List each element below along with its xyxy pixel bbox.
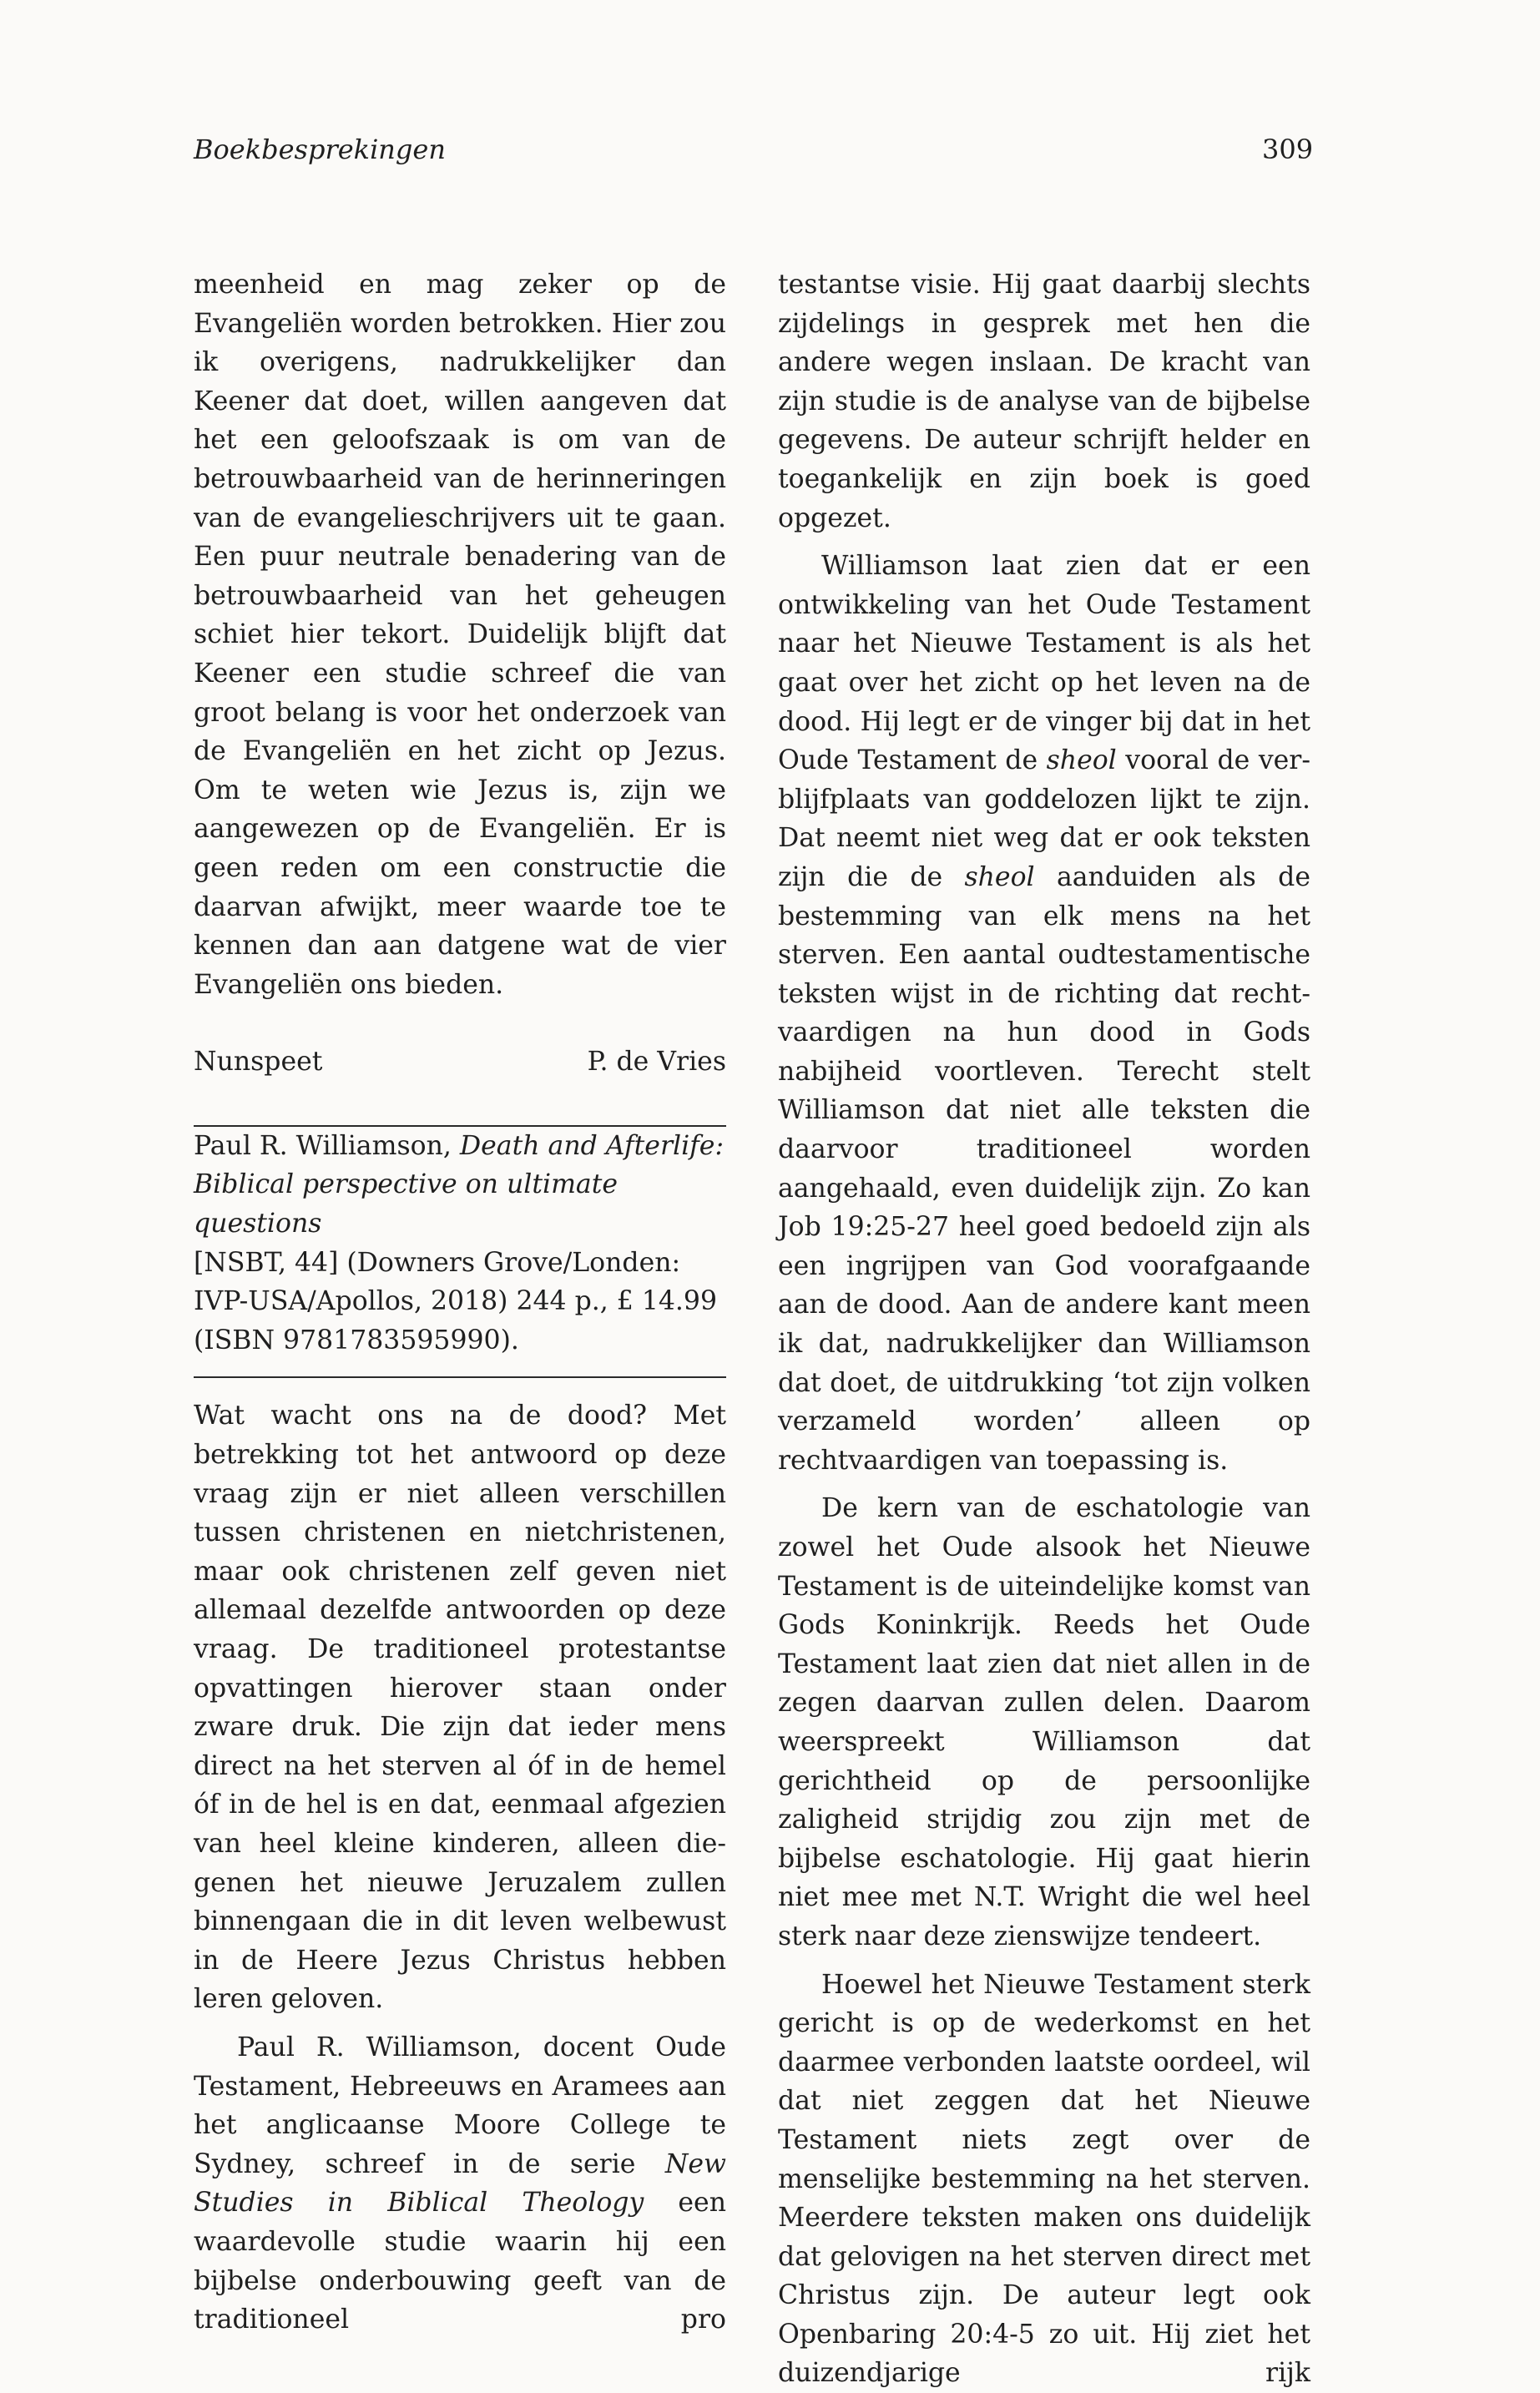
biblio-title-1: Death and Afterlife: [459, 1130, 725, 1161]
previous-review-paragraph: meenheid en mag zeker op de Evangeliën worden betrokken. Hier zou ik overigens, nadrukkelijker dan Keener dat doet, willen aangeven dat het een geloofszaak is om van de betrouwbaarheid van de herinneringen van de evangelieschrijvers uit te gaan. Een puur neutrale benadering van de betrouwbaarheid van het geheugen schiet hier tekort. Duidelijk blijft dat Keener een studie schreef die van groot belang is voor het onderzoek van de Evangeliën en het zicht op Jezus. Om te weten wie Jezus is, zijn we aangewezen op de Evangeliën. Er is geen reden om een constructie die daarvan afwijkt, meer waarde toe te kennen dan aan datgene wat de vier Evangeliën ons bieden. [194, 270, 726, 1000]
review-paragraph-5: De kern van de eschatologie van zowel het Oude alsook het Nieuwe Testament is de uiteindelijke komst van Gods Koninkrijk. Reeds het Oude Testament laat zien dat niet allen in de zegen daarvan zullen delen. Daarom weerspreekt Williamson dat gerichtheid op de persoonlijke zaligheid strijdig zou zijn met de bijbelse eschatologie. Hij gaat hierin niet mee met N.T. Wright die wel heel sterk naar deze zienswijze tendeert. [778, 1493, 1310, 1951]
page-number: 309 [1262, 134, 1314, 165]
review-paragraph-6: Hoewel het Nieuwe Testament sterk gericht is op de wederkomst en het daarmee verbonden laatste oordeel, wil dat niet zeggen dat het Nieuwe Testament niets zegt over de menselijke bestemming na het sterven. Meerdere teksten maken ons duidelijk dat gelovigen na het sterven direct met Christus zijn. De auteur legt ook Openbaring 20:4-5 zo uit. Hij ziet het duizendjarige rijk [778, 1969, 1310, 2389]
signoff-place: Nunspeet [194, 1047, 323, 1078]
review-paragraph-3: testantse visie. Hij gaat daarbij slechts zijdelings in gesprek met hen die andere wegen inslaan. De kracht van zijn studie is de analyse van de bijbelse gegevens. De auteur schrijft helder en toegankelijk en zijn boek is goed opgezet. [778, 270, 1310, 533]
biblio-series: [NSBT, 44] (Downers Grove/Londen: [194, 1247, 681, 1278]
divider-bottom [194, 1376, 726, 1378]
running-header-section: Boekbesprekingen [194, 134, 446, 165]
right-column [778, 265, 1310, 2393]
left-column [194, 265, 726, 2340]
biblio-title-2: Biblical perspective on ultimate questions [194, 1169, 619, 1239]
review-paragraph-2 [194, 2028, 726, 2340]
p4-text-c: aanduiden als de bestemming van elk mens na het sterven. Een aantal oudtestamentische teksten wijst in de richting dat rechtvaardigen na hun dood in Gods nabijheid voortleven. Terecht stelt Williamson dat niet alle teksten die daarvoor traditioneel worden aangehaald, even duidelijk zijn. Zo kan Job 19:25-27 heel goed bedoeld zijn als een ingrijpen van God voorafgaande aan de dood. Aan de andere kant meen ik dat, nadrukkelijker dan Williamson dat doet, de uitdrukking ‘tot zijn volken verzameld worden’ alleen op rechtvaardigen van toepassing is. [778, 861, 1310, 1476]
review-paragraph-1: Wat wacht ons na de dood? Met betrekking tot het antwoord op deze vraag zijn er niet alleen verschillen tussen christenen en nietchristenen, maar ook christenen zelf geven niet allemaal dezelfde antwoorden op deze vraag. De traditioneel protestantse opvattingen hierover staan onder zware druk. Die zijn dat ieder mens direct na het sterven al óf in de hemel óf in de hel is en dat, eenmaal afgezien van heel kleine kinderen, alleen diegenen het nieuwe Jeruzalem zullen binnengaan die in dit leven welbewust in de Heere Jezus Christus hebben leren geloven. [194, 1401, 726, 2015]
biblio-author: Paul R. Williamson, [194, 1130, 460, 1161]
p4-text-b: vooral de verblijfplaats van goddelozen lijkt te zijn. Dat neemt niet weg dat er ook teksten zijn die de [778, 745, 1310, 892]
biblio-line-1 [194, 1127, 726, 1166]
review-p2-text-b: een waardevolle studie waarin hij een bijbelse onderbouwing geeft van de traditioneel pro [194, 2188, 726, 2335]
series-title: New Studies in Biblical Theology [194, 2148, 726, 2219]
term-sheol: sheol [964, 861, 1035, 892]
bibliographic-entry [194, 1127, 726, 1361]
term-sheol: sheol [1046, 745, 1117, 776]
review-signoff [194, 1043, 726, 1082]
review-p2-text-a: Paul R. Williamson, docent Oude Testament, Hebreeuws en Aramees aan het anglicaanse Moore College te Sydney, schreef in de serie [194, 2032, 726, 2179]
biblio-isbn: (ISBN 9781783595990). [194, 1325, 519, 1356]
review-paragraph-4 [778, 547, 1310, 1480]
p4-text-a: Williamson laat zien dat er een ontwikkeling van het Oude Testament naar het Nieuwe Testament is als het gaat over het zicht op het leven na de dood. Hij legt er de vinger bij dat in het Oude Testament de [778, 551, 1310, 776]
biblio-publisher: IVP-USA/Apollos, 2018) 244 p., £ 14.99 [194, 1286, 718, 1317]
signoff-author: P. de Vries [587, 1047, 726, 1078]
